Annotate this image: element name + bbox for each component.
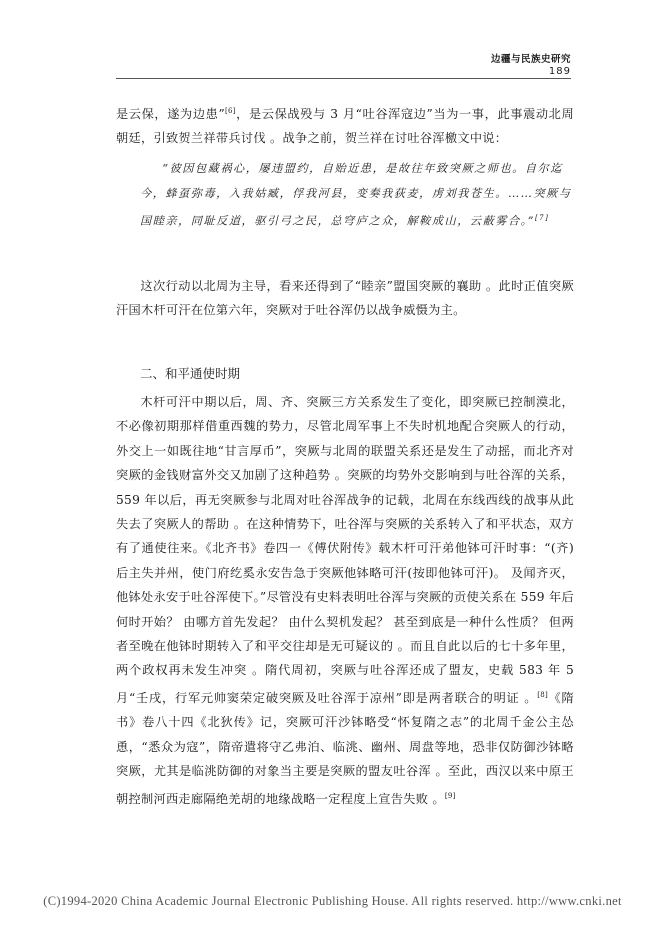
copyright-footer: (C)1994-2020 China Academic Journal Electronic Publishing House. All rights reserved. http://www.cnki.net (43, 894, 622, 908)
page-number: 189 (548, 66, 571, 77)
quote-text: “彼因包藏祸心，屡违盟约，自贻近患，是故往年致突厥之师也。自尔迄今，蜂虿弥毒，入我姑臧，俘我河县，变奏我荻麦，虏刘我苍生。……突厥与国睦亲，同耻反道，驱引弓之民，总穹庐之众，解鞍成山，云蔽雾合。” (140, 162, 572, 228)
block-quote (140, 156, 574, 234)
paragraph-3 (116, 390, 574, 811)
paragraph-top (116, 99, 574, 151)
paragraph-top-text-a: 是云保，遂为边患” (116, 107, 225, 122)
footnote-ref-9[interactable]: [9] (444, 791, 456, 800)
footnote-ref-6[interactable]: [6] (225, 107, 236, 115)
paragraph-3-text-b: 《隋书》卷八十四《北狄传》记，突厥可汗沙钵略受“怀复隋之志”的北周千金公主怂恿，“悉众为寇”，隋帝遣将守乙弗泊、临洮、幽州、周盘等地，恐非仅防御沙钵略突厥，尤其是临洮防御的对象当主要是突厥的盟友吐谷浑 。至此，西汉以来中原王朝控制河西走廊隔绝羌胡的地缘战略一定程度上宣告失败 。 (116, 690, 574, 806)
footnote-ref-7[interactable]: [7] (534, 214, 550, 222)
section-heading: 二、和平通使时期 (140, 366, 241, 381)
footnote-ref-8[interactable]: [8] (537, 690, 549, 699)
paragraph-3-text-a: 木杆可汗中期以后，周、齐、突厥三方关系发生了变化，即突厥已控制漠北，不必像初期那样借重西魏的势力，尽管北周军事上不失时机地配合突厥人的行动，外交上一如既往地“甘言厚币”，突厥与北周的联盟关系还是发生了动摇，而北齐对突厥的金钱财富外交又加剧了这种趋势 。突厥的均势外交影响到与吐谷浑的关系，559 年以后，再无突厥参与北周对吐谷浑战争的记载，北周在东线西线的战事从此失去了突厥人的帮助 。在这种情势下，吐谷浑与突厥的关系转入了和平状态，双方有了通使往来。《北齐书》卷四一《傅伏附传》载木杆可汗弟他钵可汗时事：“(齐)后主失并州，使门府纥奚永安告急于突厥他钵略可汗(按即他钵可汗)。 及闻齐灭，他钵处永安于吐谷浑使下。”尽管没有史料表明吐谷浑与突厥的贡使关系在 559 年后何时开始？ 由哪方首先发起？ 由什么契机发起？ 甚至到底是一种什么性质？ 但两者至晚在他钵时期转入了和平交往却是无可疑议的 。而且自此以后的七十多年里，两个政权再未发生冲突 。隋代周初，突厥与吐谷浑还成了盟友，史载 583 年 5 月“壬戌，行军元帅窦荣定破突厥及吐谷浑于凉州”即是两者联合的明证 。 (116, 395, 574, 705)
paragraph-2-text: 这次行动以北周为主导，看来还得到了“睦亲”盟国突厥的襄助 。此时正值突厥汗国木杆可汗在位第六年，突厥对于吐谷浑仍以战争威慑为主。 (116, 279, 574, 318)
paragraph-top-text-b: ，是云保战殁与 3 月“吐谷浑寇边”当为一事，此事震动北周朝廷，引致贺兰祥带兵讨伐 。战争之前，贺兰祥在讨吐谷浑檄文中说： (116, 107, 574, 146)
paragraph-2 (116, 274, 574, 323)
running-header-journal: 边疆与民族史研究 (490, 54, 571, 65)
header-rule (116, 78, 571, 79)
